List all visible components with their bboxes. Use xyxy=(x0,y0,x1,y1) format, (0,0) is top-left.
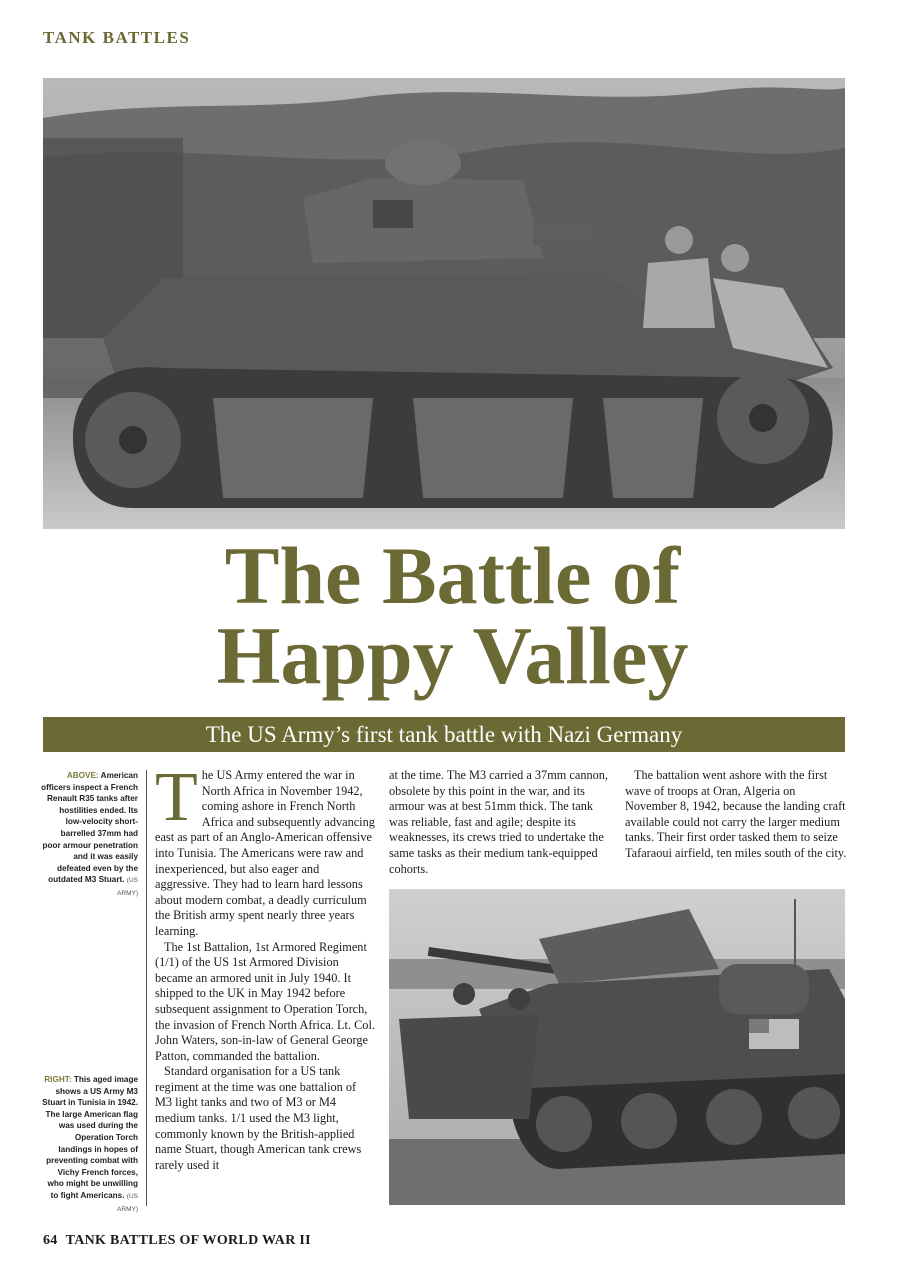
caption-above xyxy=(41,770,138,900)
photo-renault-r35-tank xyxy=(43,78,845,529)
body-paragraph: Standard organisation for a US tank regiment at the time was one battalion of M3 light tanks and two of M3 or M4 medium tanks. 1/1 used the M3 light, commonly known by the British-applied name Stuart, though American tank crews rarely used it xyxy=(155,1064,362,1172)
article-title xyxy=(0,530,905,701)
subtitle-bar xyxy=(43,717,845,752)
title-line-2: Happy Valley xyxy=(216,610,689,701)
caption-tag: RIGHT: xyxy=(44,1075,72,1084)
body-paragraph: at the time. The M3 carried a 37mm cannon, obsolete by this point in the war, and its armour was at best 51mm thick. The tank was reliable, fast and agile; despite its weaknesses, its crews tried to undertake the same tasks as their medium tank-equipped cohorts. xyxy=(389,768,608,876)
caption-right xyxy=(41,1074,138,1215)
section-label: TANK BATTLES xyxy=(43,28,191,47)
article-subtitle: The US Army’s first tank battle with Nazi Germany xyxy=(205,721,683,747)
body-paragraph: The battalion went ashore with the first wave of troops at Oran, Algeria on November 8, 1942, because the landing craft available could not carry the larger medium tanks. Their first order tasked them to seize Tafaraoui airfield, ten miles south of the city. xyxy=(625,768,847,860)
drop-cap: T xyxy=(155,759,198,836)
body-column-3 xyxy=(625,768,847,862)
caption-credit: (US ARMY) xyxy=(117,1192,138,1213)
body-paragraph xyxy=(155,759,375,940)
body-column-1 xyxy=(155,759,375,1173)
caption-text: American officers inspect a French Renault R35 tanks after hostilities ended. Its low-velocity short-barrelled 37mm had poor armour penetration and it was easily defeated even by the outdated M3 Stuart. xyxy=(41,771,138,885)
body-column-2 xyxy=(389,768,611,877)
page-footer xyxy=(43,1233,311,1249)
body-paragraph: The 1st Battalion, 1st Armored Regiment (1/1) of the US 1st Armored Division became an armored unit in July 1940. It shipped to the UK in May 1942 before subsequent assignment to Operation Torch, the invasion of French North Africa. Lt. Col. John Waters, son-in-law of General George Patton, commanded the battalion. xyxy=(155,939,375,1063)
caption-divider xyxy=(146,770,147,1206)
title-line-1: The Battle of xyxy=(224,530,681,621)
caption-credit: (US ARMY) xyxy=(117,877,138,897)
paragraph-text: he US Army entered the war in North Africa in November 1942, coming ashore in French North Africa and subsequently advancing east as part of an Anglo-American offensive into Tunisia. The Americans were raw and inexperienced, but also eager and aggressive. They had to learn hard lessons about modern combat, a deadly curriculum the British army spent nearly three years learning. xyxy=(155,768,375,938)
caption-text: This aged image shows a US Army M3 Stuart in Tunisia in 1942. The large American flag was used during the Operation Torch landings in hopes of preventing combat with Vichy French forces, who might be unwilling to fight Americans. xyxy=(42,1075,138,1200)
caption-tag: ABOVE: xyxy=(66,771,99,780)
page-number: 64 xyxy=(43,1233,58,1248)
publication-title: TANK BATTLES OF WORLD WAR II xyxy=(65,1233,311,1248)
photo-m3-stuart-tank xyxy=(389,889,845,1205)
